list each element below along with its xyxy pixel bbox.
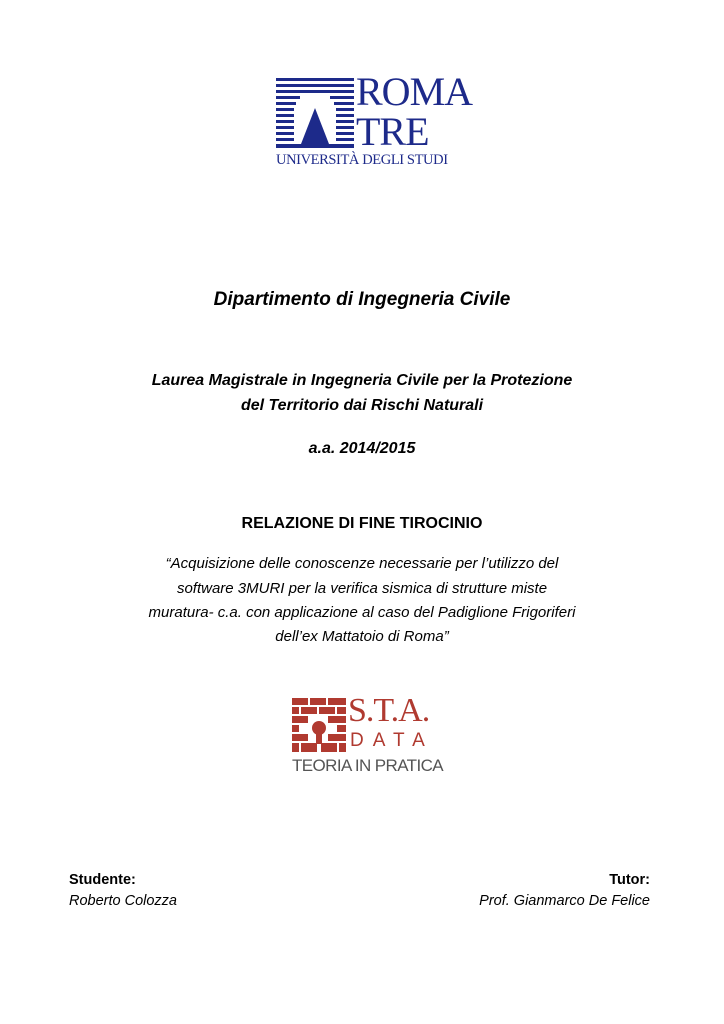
data-logo-text: DATA	[350, 730, 434, 751]
description-line-1: “Acquisizione delle conoscenze necessarie per l’utilizzo del	[165, 555, 559, 572]
description-line-2: software 3MURI per la verifica sismica di strutture miste	[176, 580, 548, 597]
roma-tre-logo	[276, 69, 473, 170]
degree-line-1: Laurea Magistrale in Ingegneria Civile per la Protezione	[151, 372, 573, 389]
logo-word-roma: ROMA	[356, 69, 473, 114]
description-line-4: dell’ex Mattatoio di Roma”	[275, 628, 449, 645]
logo-word-tre: TRE	[356, 109, 429, 154]
sta-data-logo	[292, 692, 444, 780]
sta-logo-text: S.T.A.	[348, 692, 430, 729]
roma-tre-emblem-icon	[276, 78, 354, 150]
report-title: RELAZIONE DI FINE TIROCINIO	[241, 515, 483, 532]
tutor-label: Tutor:	[609, 872, 650, 888]
degree-line-2: del Territorio dai Rischi Naturali	[240, 397, 484, 414]
logo-word-universita: UNIVERSITÀ DEGLI STUDI	[276, 152, 448, 168]
description-line-3: muratura- c.a. con applicazione al caso del Padiglione Frigoriferi	[148, 604, 576, 621]
student-label: Studente:	[69, 872, 136, 888]
department-title: Dipartimento di Ingegneria Civile	[213, 289, 511, 310]
brick-wall-icon	[292, 698, 346, 752]
tutor-name: Prof. Gianmarco De Felice	[479, 893, 650, 909]
academic-year: a.a. 2014/2015	[308, 440, 416, 457]
sta-tagline: TEORIA IN PRATICA	[292, 756, 444, 775]
student-name: Roberto Colozza	[69, 893, 177, 909]
